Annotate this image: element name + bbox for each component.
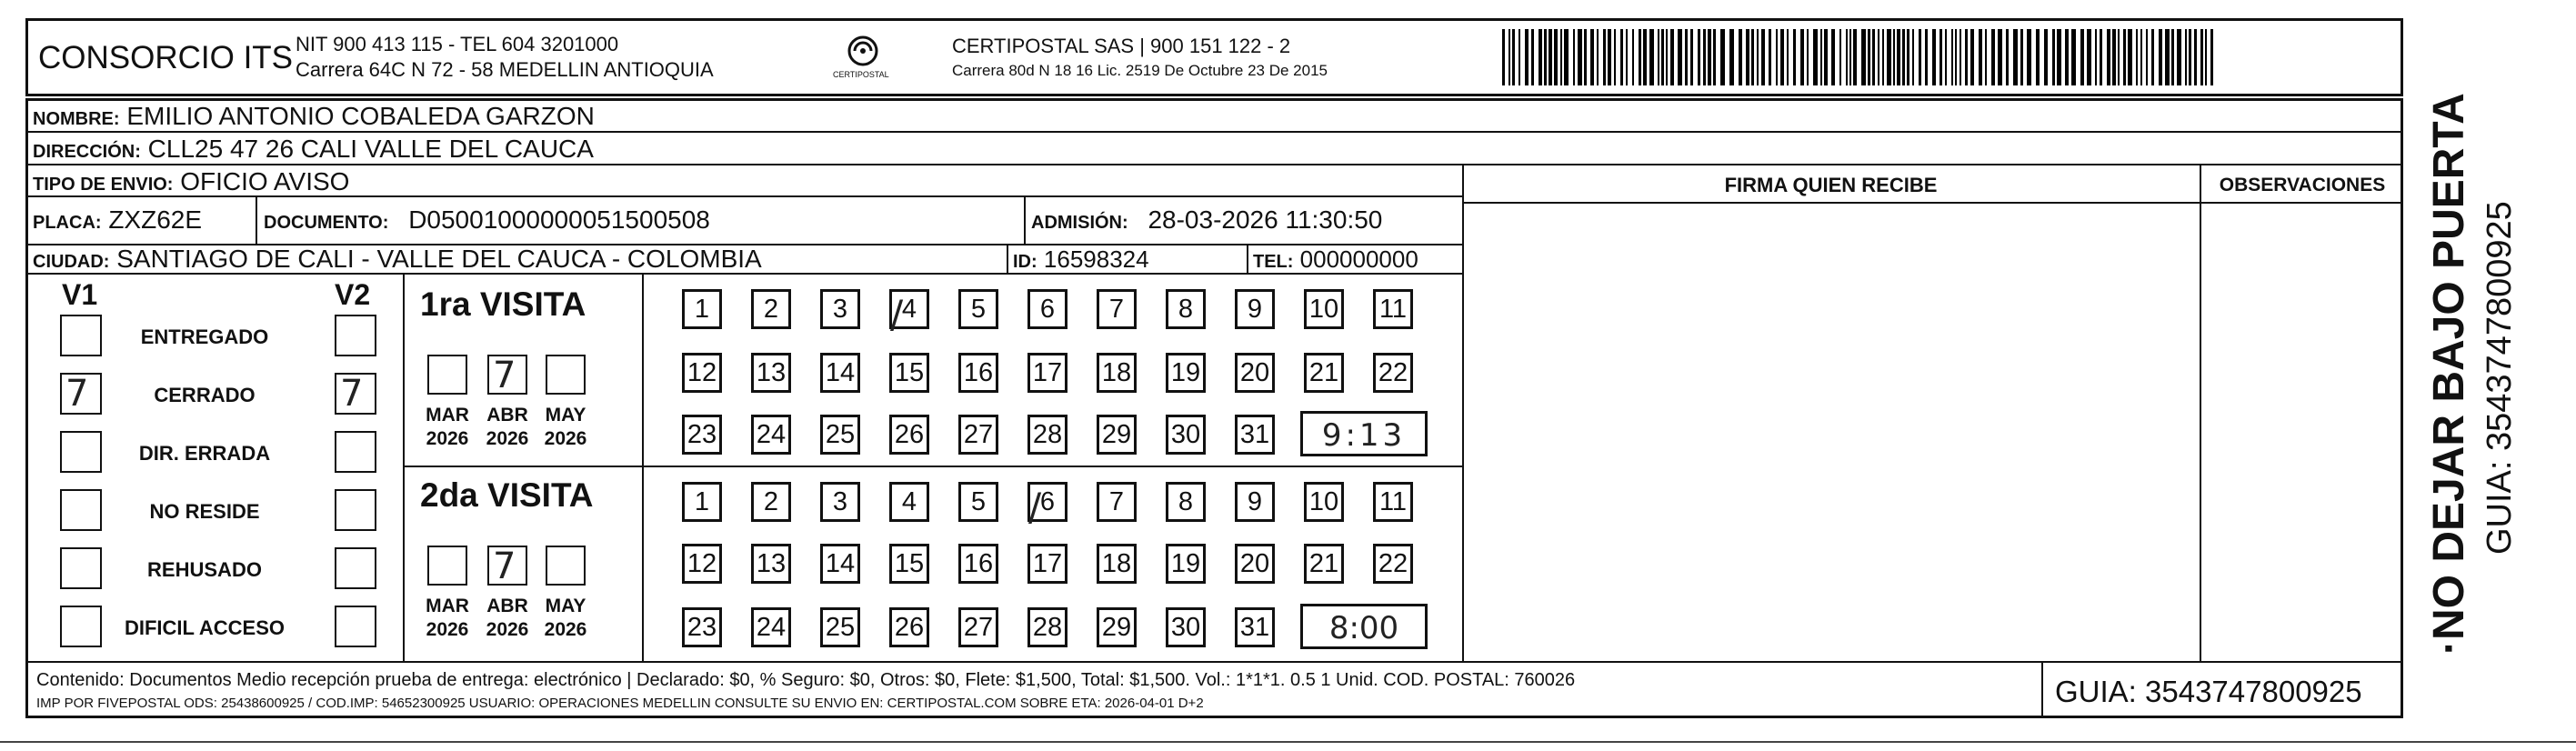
nombre-value: EMILIO ANTONIO COBALEDA GARZON [126,102,595,130]
visit1-year-label-0: 2026 [426,428,469,449]
barcode-bar [1940,29,1942,85]
barcode-bar [1861,29,1866,85]
footer-guia: GUIA: 3543747800925 [2055,675,2362,708]
status-label-1: CERRADO [154,384,256,406]
barcode-bar [1813,29,1818,85]
visit1-day-19[interactable]: 19 [1166,353,1206,393]
barcode-bar [1751,29,1754,85]
barcode-bar [1661,29,1664,85]
carrier-license: Carrera 80d N 18 16 Lic. 2519 De Octubre 23 De 2015 [952,62,1328,79]
visit2-year-label-1: 2026 [486,619,529,640]
barcode-bar [2052,29,2055,85]
visit2-day-19[interactable]: 19 [1166,544,1206,584]
barcode-bar [1897,29,1900,85]
certipostal-logo [831,31,895,85]
barcode-bar [1872,29,1875,85]
nombre-label: NOMBRE: [33,109,120,129]
barcode-bar [1746,29,1749,85]
visit1-day-31[interactable]: 31 [1235,415,1275,455]
barcode-bar [1776,29,1778,85]
firma-area[interactable] [1466,205,2197,658]
barcode-bar [1658,29,1659,85]
barcode-bar [1531,29,1534,85]
visit2-year-label-2: 2026 [544,619,587,640]
barcode-bar [2210,29,2213,85]
visit1-day-9[interactable]: 9 [1235,289,1275,329]
barcode-bar [1560,29,1562,85]
barcode-bar [1955,29,1957,85]
visit1-day-10[interactable]: 10 [1304,289,1344,329]
barcode-bar [1965,29,1968,85]
company-address: Carrera 64C N 72 - 58 MEDELLIN ANTIOQUIA [296,58,714,81]
barcode-bar [2200,29,2203,85]
tipo-envio-label: TIPO DE ENVIO: [33,175,174,195]
ciudad-value: SANTIAGO DE CALI - VALLE DEL CAUCA - COLOMBIA [116,245,762,273]
barcode-bar [2140,29,2142,85]
barcode-bar [1512,29,1515,85]
visit1-day-7[interactable]: 7 [1097,289,1137,329]
carrier-name: CERTIPOSTAL SAS | 900 151 122 - 2 [952,35,1291,57]
barcode-bar [2159,29,2162,85]
id-label: ID: [1013,252,1037,272]
barcode-bar [1780,29,1784,85]
barcode-bar [1970,29,1974,85]
barcode-bar [1720,29,1725,85]
barcode-bar [2036,29,2040,85]
direccion-label: DIRECCIÓN: [33,142,141,162]
barcode-bar [1729,29,1734,85]
barcode-bar [2044,29,2048,85]
visit2-day-24[interactable]: 24 [751,607,791,647]
visit2-day-30[interactable]: 30 [1166,607,1206,647]
v1-checkbox-mark-1: 7 [65,373,89,415]
v2-checkbox-mark-1: 7 [340,373,364,415]
visit1-month-label-1: ABR [486,405,528,426]
visit1-day-27[interactable]: 27 [958,415,998,455]
visit2-day-3[interactable]: 3 [820,482,860,522]
v1-checkbox-4[interactable] [60,547,102,589]
v2-checkbox-4[interactable] [335,547,376,589]
barcode-bar [1670,29,1674,85]
visit2-day-8[interactable]: 8 [1166,482,1206,522]
visit1-month-label-0: MAR [426,405,469,426]
visit2-time: 8:00 [1328,610,1399,646]
barcode-bar [1519,29,1520,85]
barcode-bar [1708,29,1711,85]
barcode-bar [1912,29,1914,85]
barcode-bar [1549,29,1552,85]
barcode-bar [1951,29,1953,85]
barcode-bar [1564,29,1569,85]
visit1-day-5[interactable]: 5 [958,289,998,329]
barcode-bar [1853,29,1857,85]
barcode-bar [1932,29,1936,85]
company-name: CONSORCIO ITS [38,40,294,75]
visit1-day-30[interactable]: 30 [1166,415,1206,455]
v2-checkbox-0[interactable] [335,315,376,356]
barcode-bar [1945,29,1947,85]
visit2-day-16[interactable]: 16 [958,544,998,584]
barcode-bar [1578,29,1582,85]
barcode-bar [1839,29,1841,85]
barcode-bar [2087,29,2091,85]
barcode-bar [2080,29,2084,85]
visit1-day-15[interactable]: 15 [889,353,929,393]
barcode-bar [1639,29,1641,85]
side-guia: GUIA: 3543747800925 [2481,201,2519,555]
visit2-month-mark-1: 7 [493,546,516,587]
visit1-day-8[interactable]: 8 [1166,289,1206,329]
visit2-day-21[interactable]: 21 [1304,544,1344,584]
barcode-bar [1614,29,1616,85]
barcode-bar [1608,29,1611,85]
observaciones-area[interactable] [2203,205,2400,658]
visit2-day-15[interactable]: 15 [889,544,929,584]
visit2-day-10[interactable]: 10 [1304,482,1344,522]
barcode-bar [2006,29,2009,85]
barcode-bar [1584,29,1587,85]
barcode-bar [1643,29,1647,85]
tipo-envio-value: OFICIO AVISO [180,167,350,195]
visit2-day-14[interactable]: 14 [820,544,860,584]
visit1-day-17[interactable]: 17 [1027,353,1067,393]
barcode-bar [1703,29,1706,85]
visit1-title: 1ra VISITA [420,285,586,323]
visit1-day-2[interactable]: 2 [751,289,791,329]
tel-label: TEL: [1253,252,1294,272]
barcode-bar [1793,29,1796,85]
side-warning: ·NO DEJAR BAJO PUERTA [2425,93,2473,655]
barcode-bar [1849,29,1851,85]
barcode-bar [1739,29,1742,85]
visit2-time-box[interactable] [1300,604,1428,649]
v2-header: V2 [335,278,371,311]
barcode-bar [1573,29,1575,85]
visit2-month-box-2[interactable] [546,546,586,586]
v1-checkbox-5[interactable] [60,606,102,647]
visit2-day-22[interactable]: 22 [1373,544,1413,584]
direccion-value: CLL25 47 26 CALI VALLE DEL CAUCA [147,135,594,163]
barcode-bar [1985,29,1987,85]
barcode-bar [1882,29,1884,85]
barcode-bar [2185,29,2187,85]
visit2-day-12[interactable]: 12 [682,544,722,584]
status-label-4: REHUSADO [147,558,262,581]
barcode-bar [2065,29,2069,85]
visit2-month-label-1: ABR [486,596,528,616]
barcode-bar [1919,29,1921,85]
visit2-day-13[interactable]: 13 [751,544,791,584]
barcode-bar [1757,29,1759,85]
visit2-month-box-1[interactable] [487,546,527,586]
status-label-3: NO RESIDE [149,500,260,523]
admision-label: ADMISIÓN: [1031,213,1128,233]
barcode-bar [2057,29,2061,85]
barcode-bar [2165,29,2170,85]
barcode-bar [1831,29,1835,85]
logo-text: CERTIPOSTAL [833,70,889,79]
visit2-day-23[interactable]: 23 [682,607,722,647]
documento-label: DOCUMENTO: [264,213,389,233]
visit1-month-mark-1: 7 [493,355,516,396]
visit2-day-27[interactable]: 27 [958,607,998,647]
visit2-day-18[interactable]: 18 [1097,544,1137,584]
v2-checkbox-2[interactable] [335,431,376,473]
barcode-bar [1807,29,1809,85]
visit1-year-label-2: 2026 [544,428,587,449]
v1-header: V1 [62,278,98,311]
visit2-year-label-0: 2026 [426,619,469,640]
visit1-day-29[interactable]: 29 [1097,415,1137,455]
barcode-bar [1626,29,1628,85]
visit1-day-21[interactable]: 21 [1304,353,1344,393]
visit2-day-mark: / [1028,485,1042,529]
visit2-day-29[interactable]: 29 [1097,607,1137,647]
barcode-bar [1907,29,1909,85]
barcode-bar [2027,29,2031,85]
barcode-bar [1979,29,1982,85]
visit2-month-label-2: MAY [545,596,586,616]
barcode-bar [2171,29,2174,85]
visit1-day-20[interactable]: 20 [1235,353,1275,393]
barcode-bar [1544,29,1547,85]
barcode-bar [1878,29,1879,85]
visit1-day-mark: / [890,292,904,336]
v1-checkbox-1[interactable] [60,373,102,415]
visit2-title: 2da VISITA [420,476,594,514]
visit2-day-20[interactable]: 20 [1235,544,1275,584]
visit1-day-1[interactable]: 1 [682,289,722,329]
visit1-day-24[interactable]: 24 [751,415,791,455]
visit2-day-2[interactable]: 2 [751,482,791,522]
barcode-bar [1620,29,1623,85]
barcode-bar [1685,29,1688,85]
visit1-month-box-0[interactable] [427,355,467,395]
v2-checkbox-5[interactable] [335,606,376,647]
barcode-bar [1632,29,1634,85]
visit2-day-6[interactable]: 6 / [1027,482,1067,522]
visit1-day-11[interactable]: 11 [1373,289,1413,329]
v1-checkbox-0[interactable] [60,315,102,356]
barcode [1502,29,2217,85]
visit1-day-23[interactable]: 23 [682,415,722,455]
placa-label: PLACA: [33,213,102,233]
visit2-day-17[interactable]: 17 [1027,544,1067,584]
visit2-day-25[interactable]: 25 [820,607,860,647]
footer-imp: IMP POR FIVEPOSTAL ODS: 25438600925 / COD.IMP: 54652300925 USUARIO: OPERACIONES MEDELLIN CONSULTE SU ENVIO EN: CERTIPOSTAL.COM SOBRE ETA: 2026-04-01 D+2 [36,696,1204,711]
visit1-time-box[interactable] [1300,411,1428,456]
status-label-5: DIFICIL ACCESO [124,616,285,639]
barcode-bar [1991,29,1995,85]
visit1-day-26[interactable]: 26 [889,415,929,455]
visit1-day-28[interactable]: 28 [1027,415,1067,455]
visit1-day-3[interactable]: 3 [820,289,860,329]
barcode-bar [1925,29,1928,85]
barcode-bar [1603,29,1606,85]
visit1-day-12[interactable]: 12 [682,353,722,393]
tel-value: 000000000 [1299,245,1418,273]
visit1-day-22[interactable]: 22 [1373,353,1413,393]
barcode-bar [1824,29,1828,85]
visit2-month-label-0: MAR [426,596,469,616]
footer-contenido: Contenido: Documentos Medio recepción prueba de entrega: electrónico | Declarado: $0, % Seguro: $0, Otros: $0, Flete: $1,500, Total: $1,500. Vol.: 1*1*1. 0.5 1 Unid. COD. POSTAL: 760026 [36,670,1576,690]
visit2-month-box-0[interactable] [427,546,467,586]
barcode-bar [1509,29,1510,85]
visit2-day-28[interactable]: 28 [1027,607,1067,647]
barcode-bar [1820,29,1822,85]
barcode-bar [1713,29,1716,85]
barcode-bar [2013,29,2018,85]
barcode-bar [1868,29,1870,85]
barcode-bar [1902,29,1905,85]
barcode-bar [1554,29,1558,85]
barcode-bar [1960,29,1961,85]
visit1-day-25[interactable]: 25 [820,415,860,455]
barcode-bar [2100,29,2102,85]
v2-checkbox-3[interactable] [335,489,376,531]
barcode-bar [2128,29,2132,85]
barcode-bar [1998,29,2002,85]
barcode-bar [2112,29,2116,85]
firma-header: FIRMA QUIEN RECIBE [1724,174,1938,196]
visit1-month-box-2[interactable] [546,355,586,395]
visit1-day-16[interactable]: 16 [958,353,998,393]
visit2-day-5[interactable]: 5 [958,482,998,522]
barcode-bar [1887,29,1891,85]
v1-checkbox-3[interactable] [60,489,102,531]
documento-value: D05001000000051500508 [408,205,710,234]
barcode-bar [1800,29,1804,85]
barcode-bar [2118,29,2120,85]
barcode-bar [1539,29,1542,85]
observaciones-header: OBSERVACIONES [2219,175,2386,195]
status-label-0: ENTREGADO [140,325,269,348]
visit2-day-31[interactable]: 31 [1235,607,1275,647]
barcode-bar [1678,29,1682,85]
barcode-bar [1649,29,1654,85]
barcode-bar [1698,29,1700,85]
visit2-day-11[interactable]: 11 [1373,482,1413,522]
company-nit-tel: NIT 900 413 115 - TEL 604 3201000 [296,33,619,55]
visit1-year-label-1: 2026 [486,428,529,449]
status-label-2: DIR. ERRADA [138,442,271,465]
barcode-bar [1666,29,1668,85]
visit2-day-4[interactable]: 4 [889,482,929,522]
barcode-bar [1769,29,1771,85]
barcode-bar [2107,29,2110,85]
visit1-month-box-1[interactable] [487,355,527,395]
visit1-day-4[interactable]: 4 / [889,289,929,329]
visit1-day-14[interactable]: 14 [820,353,860,393]
placa-value: ZXZ62E [108,205,203,234]
barcode-bar [2189,29,2191,85]
barcode-bar [2071,29,2076,85]
barcode-bar [1590,29,1594,85]
barcode-bar [1597,29,1599,85]
visit2-day-26[interactable]: 26 [889,607,929,647]
barcode-bar [2151,29,2154,85]
barcode-bar [2177,29,2181,85]
barcode-bar [2136,29,2138,85]
barcode-bar [2146,29,2148,85]
barcode-bar [1502,29,1505,85]
visit2-day-9[interactable]: 9 [1235,482,1275,522]
ciudad-label: CIUDAD: [33,252,110,272]
visit1-day-13[interactable]: 13 [751,353,791,393]
visit2-day-7[interactable]: 7 [1097,482,1137,522]
barcode-bar [2194,29,2197,85]
barcode-bar [2205,29,2207,85]
visit1-time: 9:13 [1321,417,1407,454]
v1-checkbox-2[interactable] [60,431,102,473]
barcode-bar [2095,29,2097,85]
id-value: 16598324 [1043,245,1149,273]
visit1-day-18[interactable]: 18 [1097,353,1137,393]
v2-checkbox-1[interactable] [335,373,376,415]
barcode-bar [1690,29,1693,85]
visit1-day-6[interactable]: 6 [1027,289,1067,329]
barcode-bar [1761,29,1765,85]
barcode-bar [1893,29,1895,85]
visit2-day-1[interactable]: 1 [682,482,722,522]
barcode-bar [1787,29,1789,85]
barcode-bar [2020,29,2023,85]
barcode-bar [1525,29,1529,85]
barcode-bar [2123,29,2126,85]
visit1-month-label-2: MAY [545,405,586,426]
admision-value: 28-03-2026 11:30:50 [1148,205,1383,234]
barcode-bar [1846,29,1848,85]
